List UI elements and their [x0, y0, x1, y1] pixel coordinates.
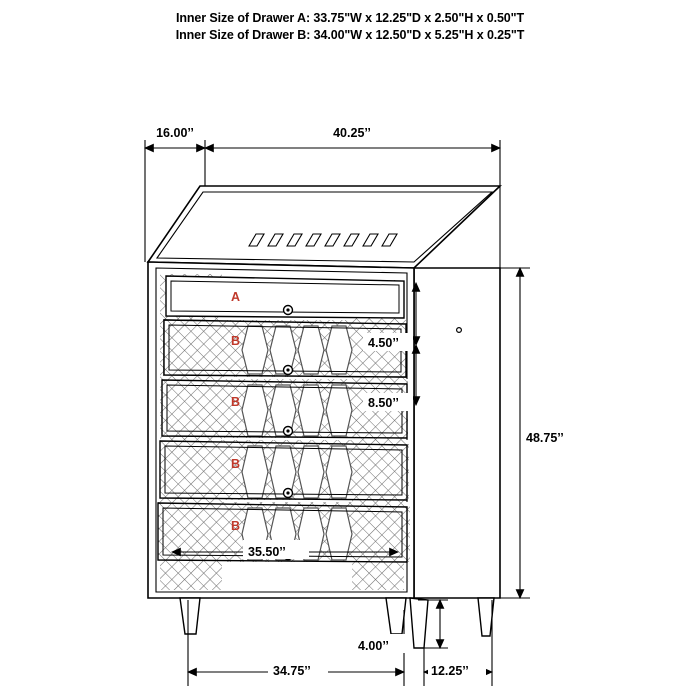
side-panel-dot	[457, 328, 462, 333]
dim-drawer-a-height-label: 4.50’’	[368, 336, 399, 350]
leg-group	[180, 598, 494, 648]
drawer-b2-label: B	[231, 395, 241, 409]
dim-bottom-width-label: 34.75’’	[273, 664, 311, 678]
drawer-b3-label: B	[231, 457, 241, 471]
cabinet-right-side-panel	[414, 268, 500, 598]
drawer-b3[interactable]	[160, 440, 409, 500]
drawer-b4-label: B	[231, 519, 241, 533]
cabinet-top-inset	[157, 192, 492, 262]
dim-depth-label: 12.25’’	[431, 664, 469, 678]
header-line-2: Inner Size of Drawer B: 34.00"W x 12.50"D x 5.25"H x 0.25"T	[175, 28, 525, 42]
dim-top-left-label: 16.00’’	[156, 126, 194, 140]
dim-drawer-b-height-label: 8.50’’	[368, 396, 399, 410]
dim-leg-height-label: 4.00’’	[358, 639, 389, 653]
dim-drawer-width-label: 35.50’’	[248, 545, 286, 559]
drawer-b1-label: B	[231, 334, 241, 348]
dim-right-height-label: 48.75’’	[526, 431, 564, 445]
header-line-1: Inner Size of Drawer A: 33.75"W x 12.25"D x 2.50"H x 0.50"T	[175, 11, 525, 25]
drawer-a[interactable]	[166, 276, 404, 318]
drawer-a-label: A	[231, 290, 241, 304]
dim-top-right-label: 40.25’’	[333, 126, 371, 140]
